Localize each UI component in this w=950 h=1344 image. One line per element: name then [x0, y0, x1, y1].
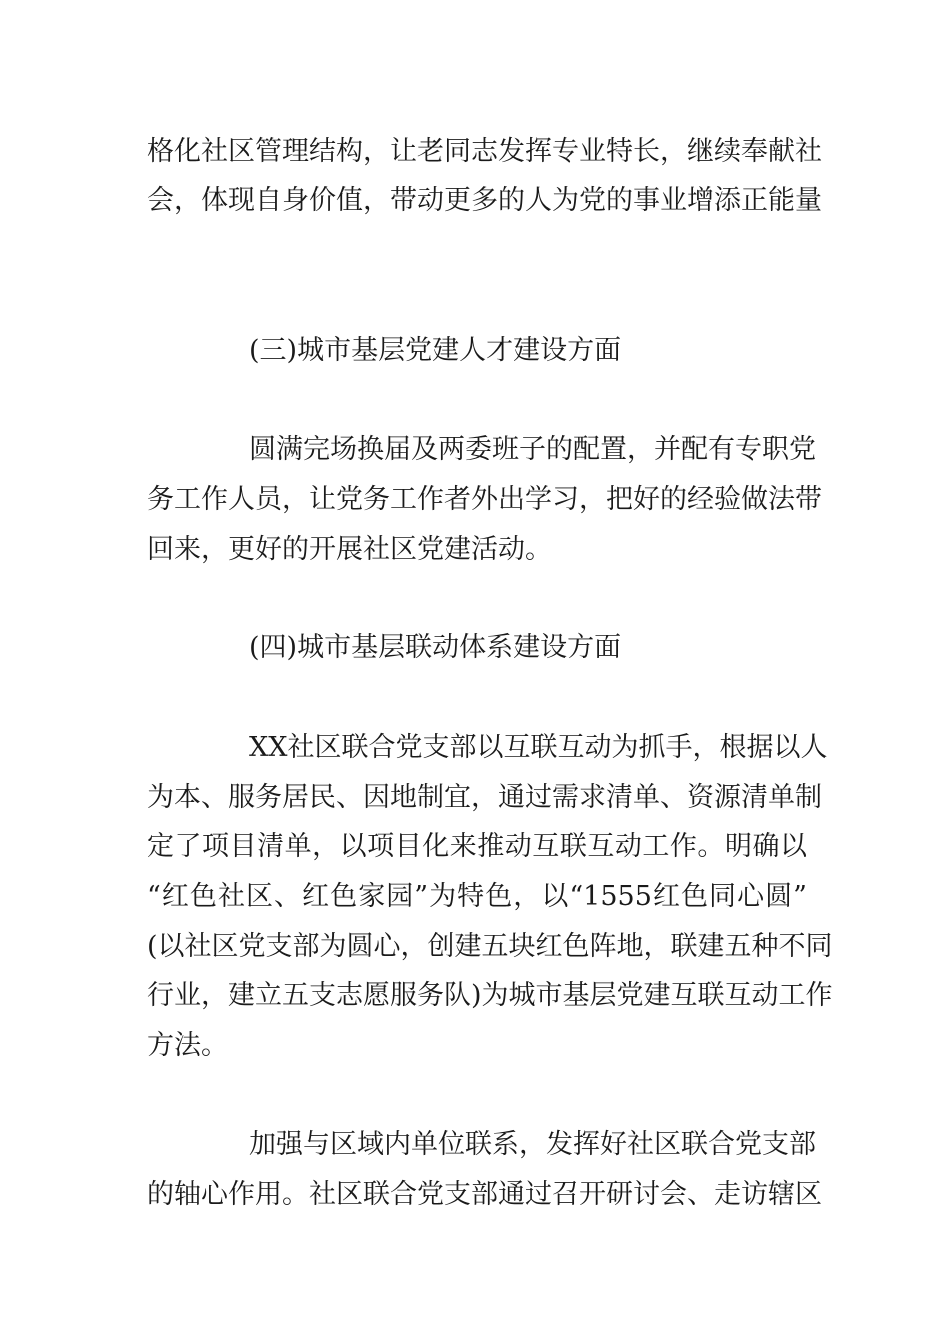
- section-heading-3: (三)城市基层党建人才建设方面: [249, 335, 622, 366]
- paragraph-line: 圆满完场换届及两委班子的配置，并配有专职党: [249, 434, 816, 465]
- paragraph-line: 为本、服务居民、因地制宜，通过需求清单、资源清单制: [147, 782, 822, 813]
- paragraph-line: 的轴心作用。社区联合党支部通过召开研讨会、走访辖区: [147, 1179, 822, 1210]
- paragraph-line: 会，体现自身价值，带动更多的人为党的事业增添正能量: [147, 185, 822, 216]
- paragraph-line: 方法。: [147, 1030, 228, 1061]
- paragraph-line: (以社区党支部为圆心，创建五块红色阵地，联建五种不同: [147, 931, 833, 962]
- section-heading-4: (四)城市基层联动体系建设方面: [249, 632, 622, 663]
- paragraph-line: 行业，建立五支志愿服务队)为城市基层党建互联互动工作: [147, 980, 833, 1011]
- paragraph-line: 加强与区域内单位联系，发挥好社区联合党支部: [249, 1129, 816, 1160]
- paragraph-line: XX社区联合党支部以互联互动为抓手，根据以人: [249, 732, 828, 763]
- paragraph-line: 务工作人员，让党务工作者外出学习，把好的经验做法带: [147, 484, 822, 515]
- paragraph-line: 回来，更好的开展社区党建活动。: [147, 534, 552, 565]
- paragraph-line: “红色社区、红色家园”为特色，以“1555红色同心圆”: [147, 881, 807, 912]
- paragraph-line: 定了项目清单，以项目化来推动互联互动工作。明确以: [147, 831, 807, 862]
- paragraph-line: 格化社区管理结构，让老同志发挥专业特长，继续奉献社: [147, 136, 822, 167]
